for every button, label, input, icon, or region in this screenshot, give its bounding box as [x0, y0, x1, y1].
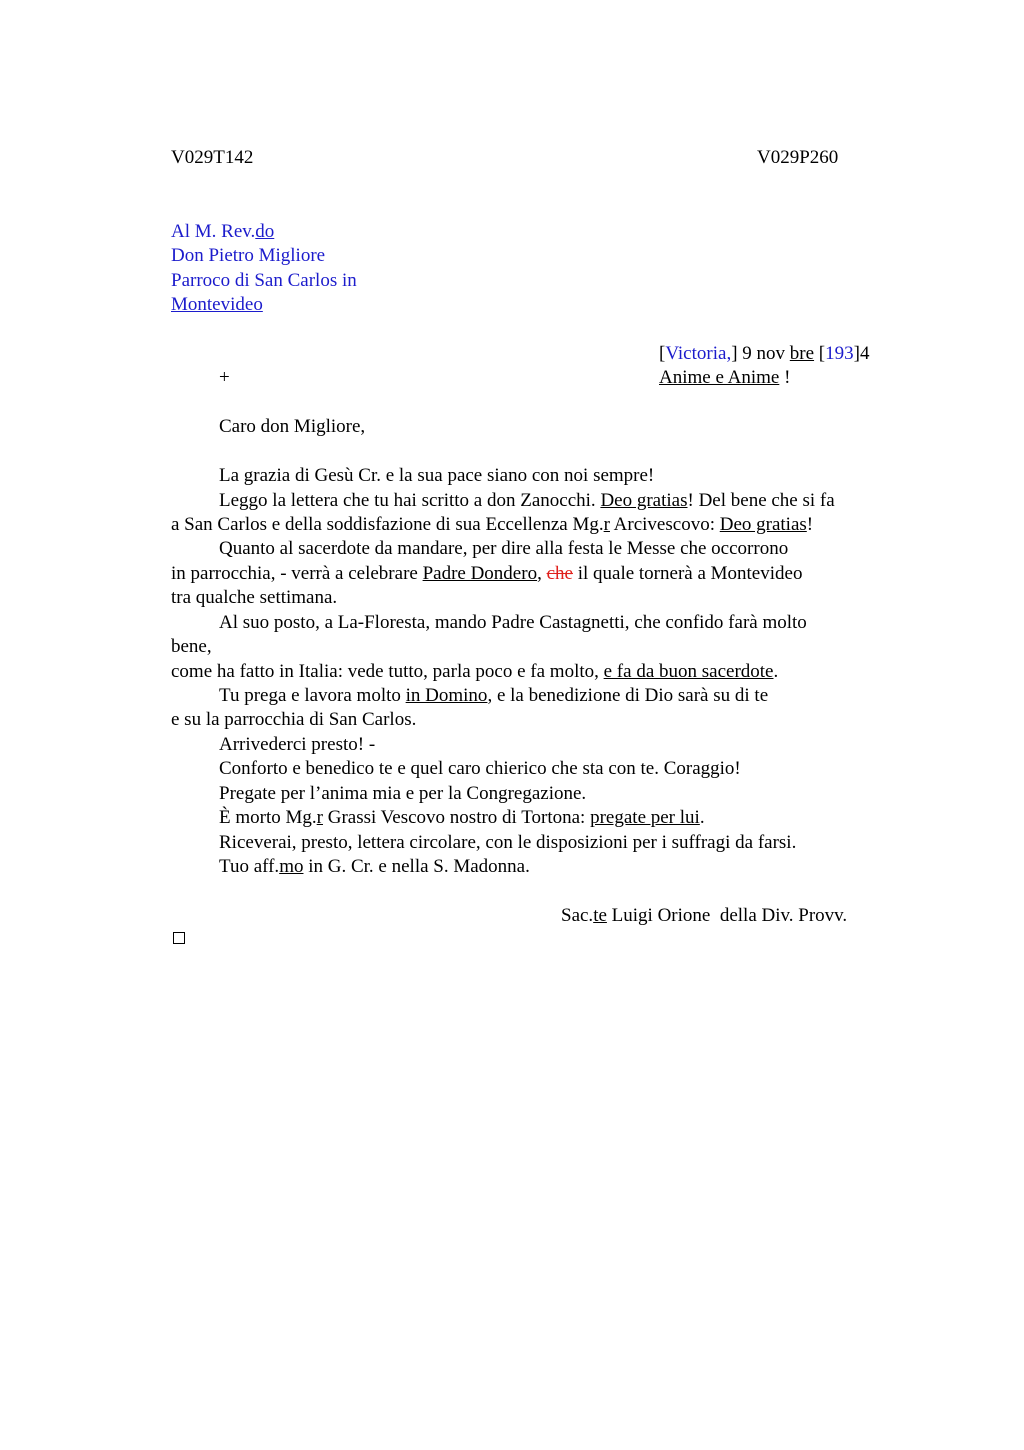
- document-code-left: V029T142: [171, 147, 254, 168]
- body-text: come ha fatto in Italia: vede tutto, parla poco e fa molto,: [171, 661, 604, 682]
- motto-end: !: [779, 367, 791, 388]
- body-line-10: [219, 684, 768, 708]
- body-strikethrough: che: [546, 563, 573, 584]
- body-text: il quale tornerà a Montevideo: [572, 563, 803, 584]
- body-line-12: Arrivederci presto! -: [219, 734, 376, 755]
- body-underline: Deo gratias: [600, 490, 688, 511]
- address-line-1: [171, 220, 274, 244]
- body-line-6: tra qualche settimana.: [171, 587, 338, 608]
- body-underline: Padre Dondero: [422, 563, 538, 584]
- address-title: Al M. Rev.: [171, 221, 256, 242]
- end-marker-box-icon: [173, 932, 185, 944]
- body-text: in G. Cr. e nella S. Madonna.: [303, 856, 530, 877]
- body-text: Leggo la lettera che tu hai scritto a don Zanocchi.: [219, 490, 601, 511]
- body-line-8: bene,: [171, 636, 212, 657]
- body-line-13: Conforto e benedico te e quel caro chierico che sta con te. Coraggio!: [219, 758, 741, 779]
- body-line-7: Al suo posto, a La-Floresta, mando Padre Castagnetti, che confido farà molto: [219, 612, 807, 633]
- dateline-year-part: 193: [825, 343, 854, 364]
- body-underline: Deo gratias: [719, 514, 807, 535]
- signature-underline: te: [593, 905, 607, 926]
- body-text: .: [773, 661, 779, 682]
- body-text: Tu prega e lavora molto: [219, 685, 406, 706]
- address-line-4: Montevideo: [171, 294, 263, 315]
- body-text: Grassi Vescovo nostro di Tortona:: [322, 807, 591, 828]
- body-line-9: [171, 660, 778, 684]
- body-line-3: [171, 513, 813, 537]
- body-text: Arcivescovo:: [609, 514, 720, 535]
- body-line-11: e su la parrocchia di San Carlos.: [171, 709, 417, 730]
- body-text: .: [699, 807, 705, 828]
- body-underline: mo: [279, 856, 304, 877]
- cross-symbol: +: [219, 367, 230, 388]
- document-code-right: V029P260: [757, 147, 839, 168]
- body-underline: in Domino: [405, 685, 488, 706]
- body-line-15: [219, 806, 705, 830]
- signature-text: Sac.: [561, 905, 594, 926]
- body-text: È morto Mg.: [219, 807, 317, 828]
- dateline-day: ] 9 nov: [731, 343, 790, 364]
- body-text: in parrocchia, - verrà a celebrare: [171, 563, 423, 584]
- dateline-place: Victoria,: [665, 343, 732, 364]
- motto-text: Anime e Anime: [659, 367, 780, 388]
- body-line-16: Riceverai, presto, lettera circolare, con le disposizioni per i suffragi da farsi.: [219, 832, 797, 853]
- body-text: !: [806, 514, 814, 535]
- dateline-year-close: ]4: [853, 343, 870, 364]
- body-text: , e la benedizione di Dio sarà su di te: [487, 685, 769, 706]
- signature-text: Luigi Orione della Div. Provv.: [606, 905, 848, 926]
- body-underline: e fa da buon sacerdote: [603, 661, 774, 682]
- body-line-17: [219, 855, 530, 879]
- body-line-14: Pregate per l’anima mia e per la Congregazione.: [219, 783, 587, 804]
- address-line-3: Parroco di San Carlos in: [171, 270, 357, 291]
- body-line-4: Quanto al sacerdote da mandare, per dire alla festa le Messe che occorrono: [219, 538, 789, 559]
- body-text: ,: [537, 563, 547, 584]
- dateline-bracket-open: [: [659, 343, 666, 364]
- body-line-1: La grazia di Gesù Cr. e la sua pace siano con noi sempre!: [219, 465, 655, 486]
- address-title-abbrev: do: [255, 221, 275, 242]
- salutation: Caro don Migliore,: [219, 416, 366, 437]
- body-line-2: [219, 489, 835, 513]
- dateline-month-abbrev: bre: [789, 343, 815, 364]
- body-line-5: [171, 562, 802, 586]
- body-text: ! Del bene che si fa: [687, 490, 835, 511]
- body-underline: pregate per lui: [590, 807, 700, 828]
- signature: [561, 904, 847, 928]
- body-text: a San Carlos e della soddisfazione di sua Eccellenza Mg.: [171, 514, 604, 535]
- dateline-year-open: [: [814, 343, 826, 364]
- motto: [659, 366, 790, 390]
- address-line-2: Don Pietro Migliore: [171, 245, 326, 266]
- body-underline: r: [603, 514, 610, 535]
- body-underline: r: [316, 807, 323, 828]
- dateline: [659, 342, 869, 366]
- body-text: Tuo aff.: [219, 856, 280, 877]
